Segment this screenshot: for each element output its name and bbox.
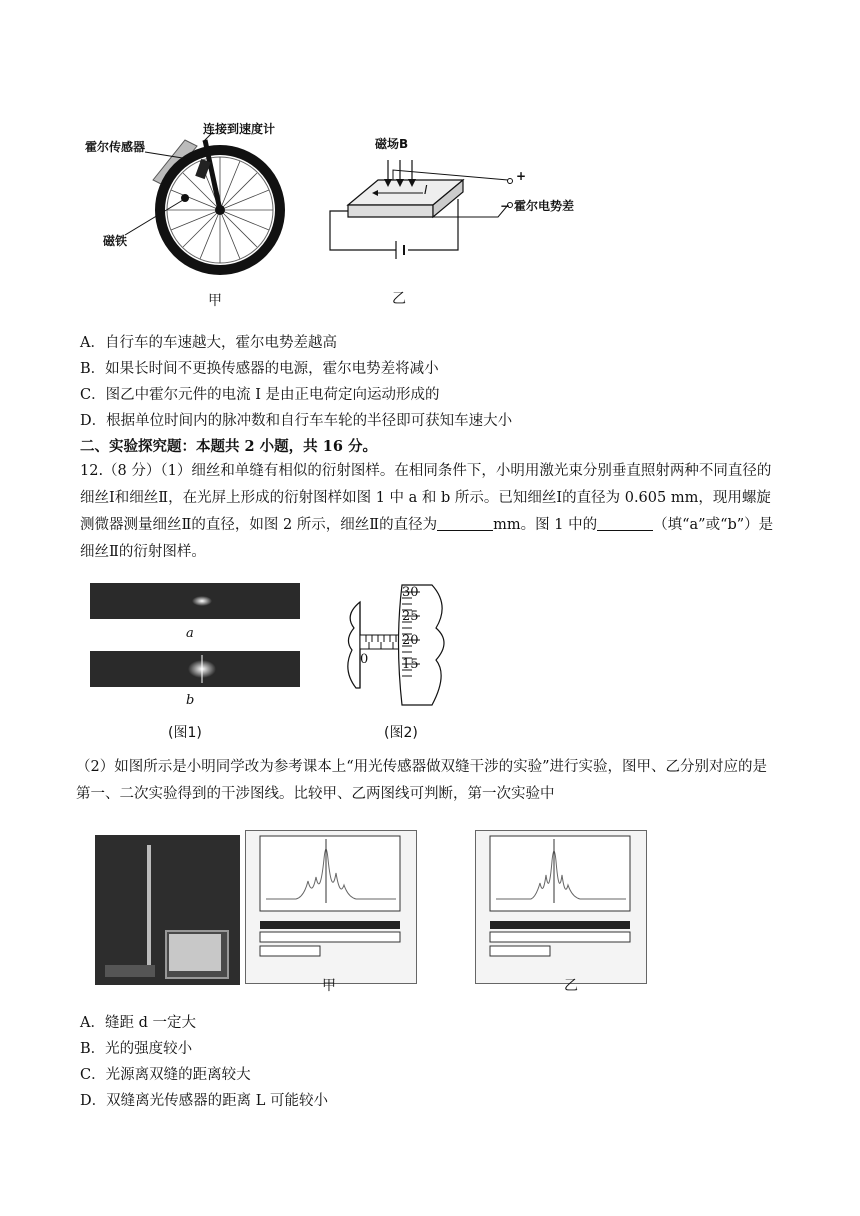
interference-curve-yi	[476, 831, 646, 983]
q12-part2-text: （2）如图所示是小明同学改为参考课本上“用光传感器做双缝干涉的实验”进行实验，图甲、乙分别对应的是第一、二次实验得到的干涉图线。比较甲、乙两图线可判断，第一次实验中	[76, 759, 768, 802]
scale-20: 20	[402, 633, 419, 648]
label-pattern-b: b	[186, 693, 195, 708]
answer-blank-pattern[interactable]	[597, 516, 653, 531]
q12-part1-text	[80, 458, 780, 566]
diffraction-patterns-drawing	[90, 583, 300, 703]
q12-option-a: A．缝距 d 一定大	[80, 1015, 196, 1031]
label-hall-voltage: 霍尔电势差	[514, 199, 575, 213]
caption-figure-2: (图2)	[384, 725, 418, 741]
caption-jia-bottom: 甲	[322, 978, 336, 994]
q11-option-d: D．根据单位时间内的脉冲数和自行车车轮的半径即可获知车速大小	[80, 413, 513, 429]
scale-30: 30	[402, 585, 419, 600]
q12-part1-text-b: mm。图 1 中的	[493, 517, 598, 533]
q12-option-c: C．光源离双缝的距离较大	[80, 1067, 251, 1083]
screen-jia	[245, 830, 417, 984]
q12-part1-text-c: （填“a”或“b”）是细丝Ⅱ的衍射图样。	[80, 517, 774, 560]
q11-option-b: B．如果长时间不更换传感器的电源，霍尔电势差将减小	[80, 361, 439, 377]
hall-element-drawing	[318, 135, 628, 265]
label-connect-speedometer: 连接到速度计	[203, 122, 276, 136]
scale-15: 15	[402, 657, 419, 672]
q11-option-a: A．自行车的车速越大，霍尔电势差越高	[80, 335, 337, 351]
section-2-heading: 二、实验探究题：本题共 2 小题，共 16 分。	[80, 438, 377, 455]
apparatus-photo	[95, 835, 240, 985]
figure-2-micrometer	[340, 580, 460, 710]
q11-option-c: C．图乙中霍尔元件的电流 I 是由正电荷定向运动形成的	[80, 387, 440, 403]
figure-yi-hall-element	[318, 135, 628, 265]
caption-yi-top: 乙	[392, 291, 406, 307]
label-magnetic-field-b: 磁场B	[375, 137, 409, 151]
label-minus: −	[500, 199, 511, 213]
interference-curve-jia	[246, 831, 416, 983]
screen-yi	[475, 830, 647, 984]
caption-jia-top: 甲	[208, 293, 222, 309]
label-current-i: I	[424, 183, 428, 197]
caption-figure-1: (图1)	[168, 725, 202, 741]
q12-option-b: B．光的强度较小	[80, 1041, 193, 1057]
scale-25: 25	[402, 609, 419, 624]
q12-part1-text-a: 12.（8 分）（1）细丝和单缝有相似的衍射图样。在相同条件下，小明用激光束分别垂直照射两种不同直径的细丝Ⅰ和细丝Ⅱ，在光屏上形成的衍射图样如图 1 中 a 和 b 所示。已知细丝Ⅰ的直径为 0.605 mm，现用螺旋测微器测量细丝Ⅱ的直径，如图 2 所示，细丝Ⅱ的直径为	[80, 463, 772, 533]
label-hall-sensor: 霍尔传感器	[85, 140, 146, 154]
figure-3-interference	[95, 830, 655, 995]
figure-jia-bicycle	[85, 120, 300, 310]
caption-yi-bottom: 乙	[564, 978, 578, 994]
q12-option-d: D．双缝离光传感器的距离 L 可能较小	[80, 1093, 328, 1109]
label-plus: +	[516, 169, 527, 183]
answer-blank-diameter[interactable]	[437, 516, 493, 531]
label-magnet: 磁铁	[103, 234, 128, 248]
micrometer-drawing	[340, 580, 460, 710]
scale-zero: 0	[360, 652, 369, 667]
label-pattern-a: a	[186, 626, 194, 641]
figure-1-diffraction	[90, 583, 300, 708]
